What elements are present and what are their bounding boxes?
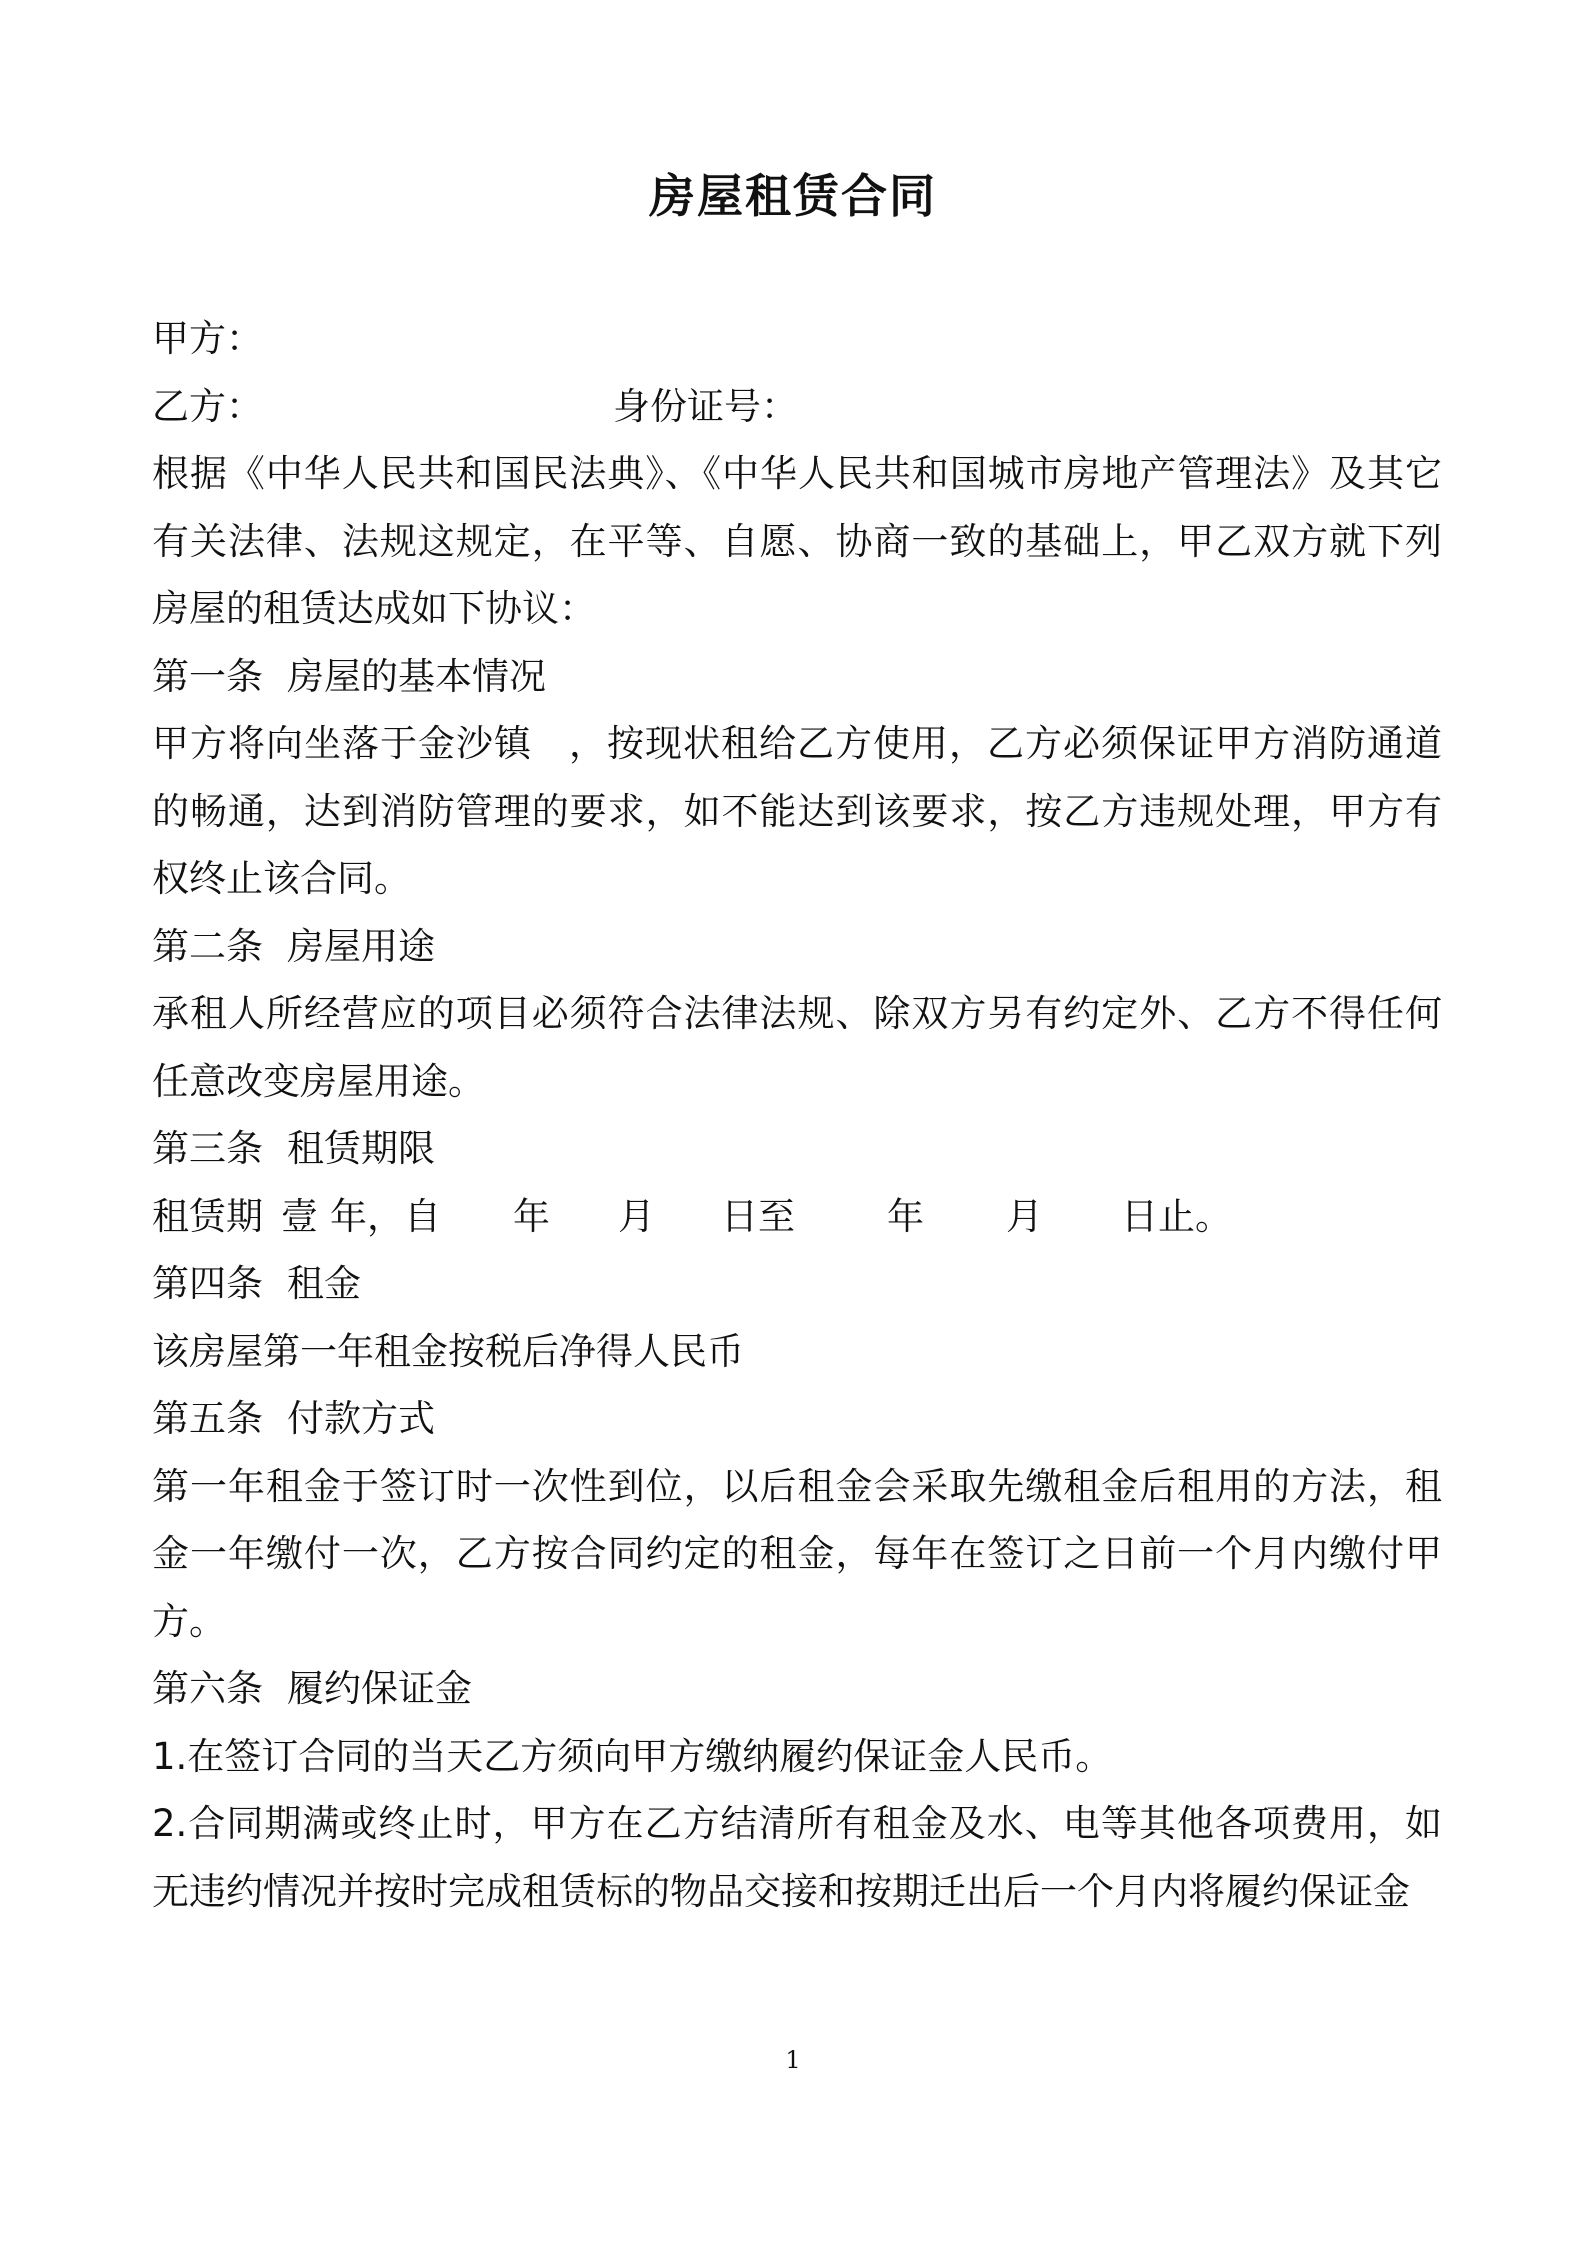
- article-2-paragraph: 承租人所经营应的项目必须符合法律法规、除双方另有约定外、乙方不得任何任意改变房屋用途。: [152, 992, 1442, 1103]
- end-month-label: 月: [1006, 1194, 1043, 1238]
- start-month-label: 月: [618, 1194, 655, 1238]
- party-b-line: [152, 373, 1442, 441]
- article-1-number: 第一条: [152, 654, 263, 698]
- article-3-number: 第三条: [152, 1127, 263, 1170]
- article-1-heading: [152, 643, 1442, 711]
- article-1-text-part1: 甲方将向坐落于金沙镇: [152, 722, 532, 765]
- article-1-paragraph: [152, 710, 1442, 913]
- id-number-label: 身份证号：: [613, 384, 798, 428]
- page-number: 1: [785, 2046, 801, 2074]
- article-3-heading: [152, 1115, 1442, 1183]
- article-6-item-1: 1.在签订合同的当天乙方须向甲方缴纳履约保证金人民币。: [152, 1734, 1113, 1778]
- article-5-title: 付款方式: [287, 1397, 435, 1440]
- term-label: 租赁期: [152, 1194, 263, 1238]
- article-2-heading: [152, 913, 1442, 981]
- term-year-from: 年，自: [330, 1194, 441, 1238]
- article-6-number: 第六条: [152, 1667, 263, 1710]
- article-4-paragraph: 该房屋第一年租金按税后净得人民币: [152, 1329, 744, 1373]
- lease-term-row: [152, 1183, 1442, 1251]
- start-year-label: 年: [513, 1194, 550, 1238]
- article-3-title: 租赁期限: [287, 1127, 435, 1170]
- article-6-title: 履约保证金: [287, 1667, 472, 1710]
- preamble-paragraph: 根据《中华人民共和国民法典》、《中华人民共和国城市房地产管理法》及其它有关法律、法规这规定，在平等、自愿、协商一致的基础上，甲乙双方就下列房屋的租赁达成如下协议：: [152, 452, 1442, 630]
- article-6-heading: [152, 1655, 1442, 1723]
- article-2-title: 房屋用途: [287, 924, 435, 968]
- article-4-title: 租金: [287, 1262, 361, 1305]
- document-title: 房屋租赁合同: [649, 169, 937, 223]
- article-1-title: 房屋的基本情况: [287, 654, 546, 698]
- article-1-text-part2: ，按现状租给乙方使用，乙方必须保证甲方消防通道的畅通，达到消防管理的要求，如不能达到该要求，按乙方违规处理，甲方有权终止该合同。: [152, 722, 1442, 900]
- document-body: [152, 305, 1442, 1925]
- article-5-paragraph: 第一年租金于签订时一次性到位，以后租金会采取先缴租金后租用的方法，租金一年缴付一次，乙方按合同约定的租金，每年在签订之日前一个月内缴付甲方。: [152, 1464, 1442, 1643]
- party-b-label: 乙方：: [152, 384, 263, 428]
- article-2-number: 第二条: [152, 924, 263, 968]
- party-a-label: 甲方：: [152, 317, 263, 360]
- article-4-number: 第四条: [152, 1262, 263, 1305]
- term-value: 壹: [281, 1194, 318, 1238]
- party-a-line: [152, 305, 1442, 373]
- article-4-heading: [152, 1250, 1442, 1318]
- end-year-label: 年: [887, 1194, 924, 1238]
- end-day-label: 日止。: [1121, 1194, 1232, 1238]
- article-5-number: 第五条: [152, 1397, 263, 1440]
- article-5-heading: [152, 1385, 1442, 1453]
- article-6-item-2: 2.合同期满或终止时，甲方在乙方结清所有租金及水、电等其他各项费用，如无违约情况并按时完成租赁标的物品交接和按期迁出后一个月内将履约保证金: [152, 1802, 1442, 1913]
- start-day-to-label: 日至: [721, 1194, 795, 1238]
